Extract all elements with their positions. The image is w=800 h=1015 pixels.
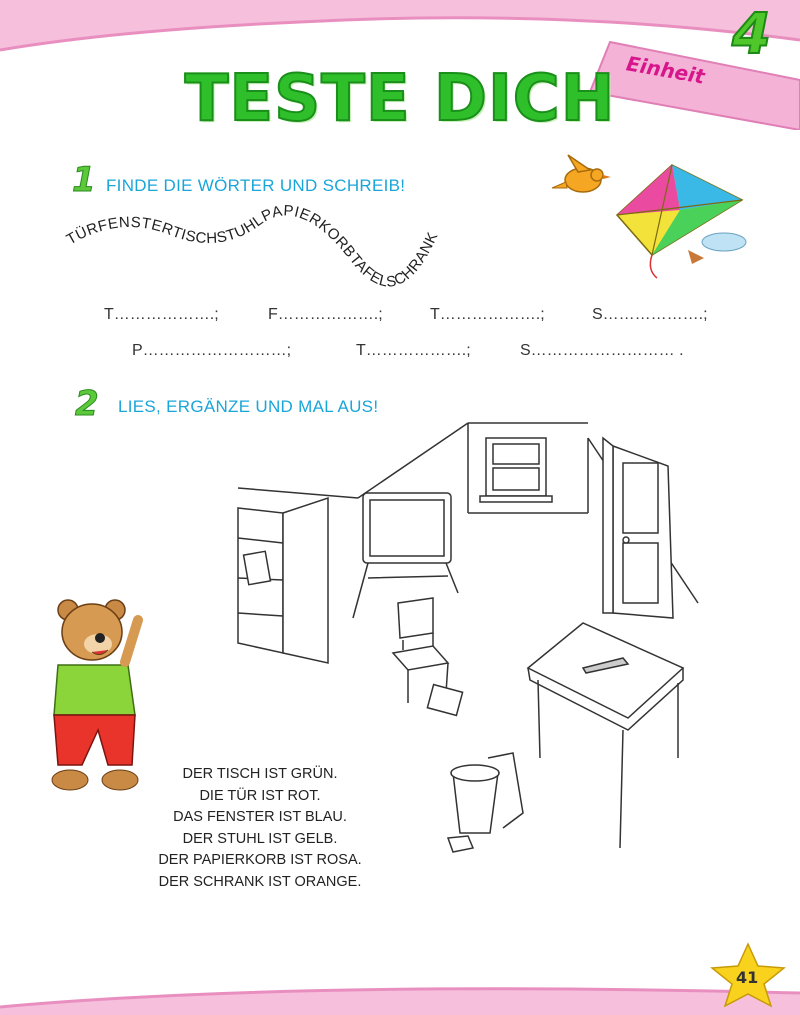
page-title: TESTE DICH — [184, 62, 616, 136]
blank-4[interactable]: S……………….; — [592, 306, 708, 323]
sentence-list — [130, 764, 390, 893]
sentence-1: DER TISCH IST GRÜN. — [182, 766, 338, 782]
task1-heading: FINDE DIE WÖRTER UND SCHREIB! — [106, 176, 406, 195]
bird-icon — [548, 150, 618, 200]
unit-number: 4 — [732, 2, 771, 67]
blank-2[interactable]: F……………….; — [268, 306, 383, 323]
unit-label: Einheit — [624, 51, 707, 89]
blank-1[interactable]: T……………….; — [104, 306, 219, 323]
sentence-6: DER SCHRANK IST ORANGE. — [158, 873, 362, 890]
sentence-5: DER PAPIERKORB IST ROSA. — [158, 852, 362, 868]
task2-heading: LIES, ERGÄNZE UND MAL AUS! — [118, 397, 379, 416]
blank-3[interactable]: T……………….; — [430, 306, 545, 323]
kite-icon — [612, 160, 762, 280]
sentence-2: DIE TÜR IST ROT. — [199, 787, 321, 804]
sentence-3: DAS FENSTER IST BLAU. — [173, 809, 347, 825]
blank-5[interactable]: P………………………; — [132, 342, 292, 359]
sentence-4: DER STUHL IST GELB. — [182, 830, 338, 847]
task1-number: 1 — [72, 160, 96, 200]
blank-6[interactable]: T……………….; — [356, 342, 471, 359]
word-snake-text: TÜRFENSTERTISCHSTUHLPAPIERKORBTAFELSCHRANK — [63, 202, 442, 291]
blank-7[interactable]: S……………………… . — [520, 342, 684, 359]
bottom-banner — [0, 975, 800, 1015]
word-snake — [60, 185, 520, 295]
page-number: 41 — [736, 968, 759, 987]
task2-number: 2 — [75, 384, 99, 424]
svg-text:TÜRFENSTERTISCHSTUHLPAPIERKORB — [64, 202, 442, 291]
